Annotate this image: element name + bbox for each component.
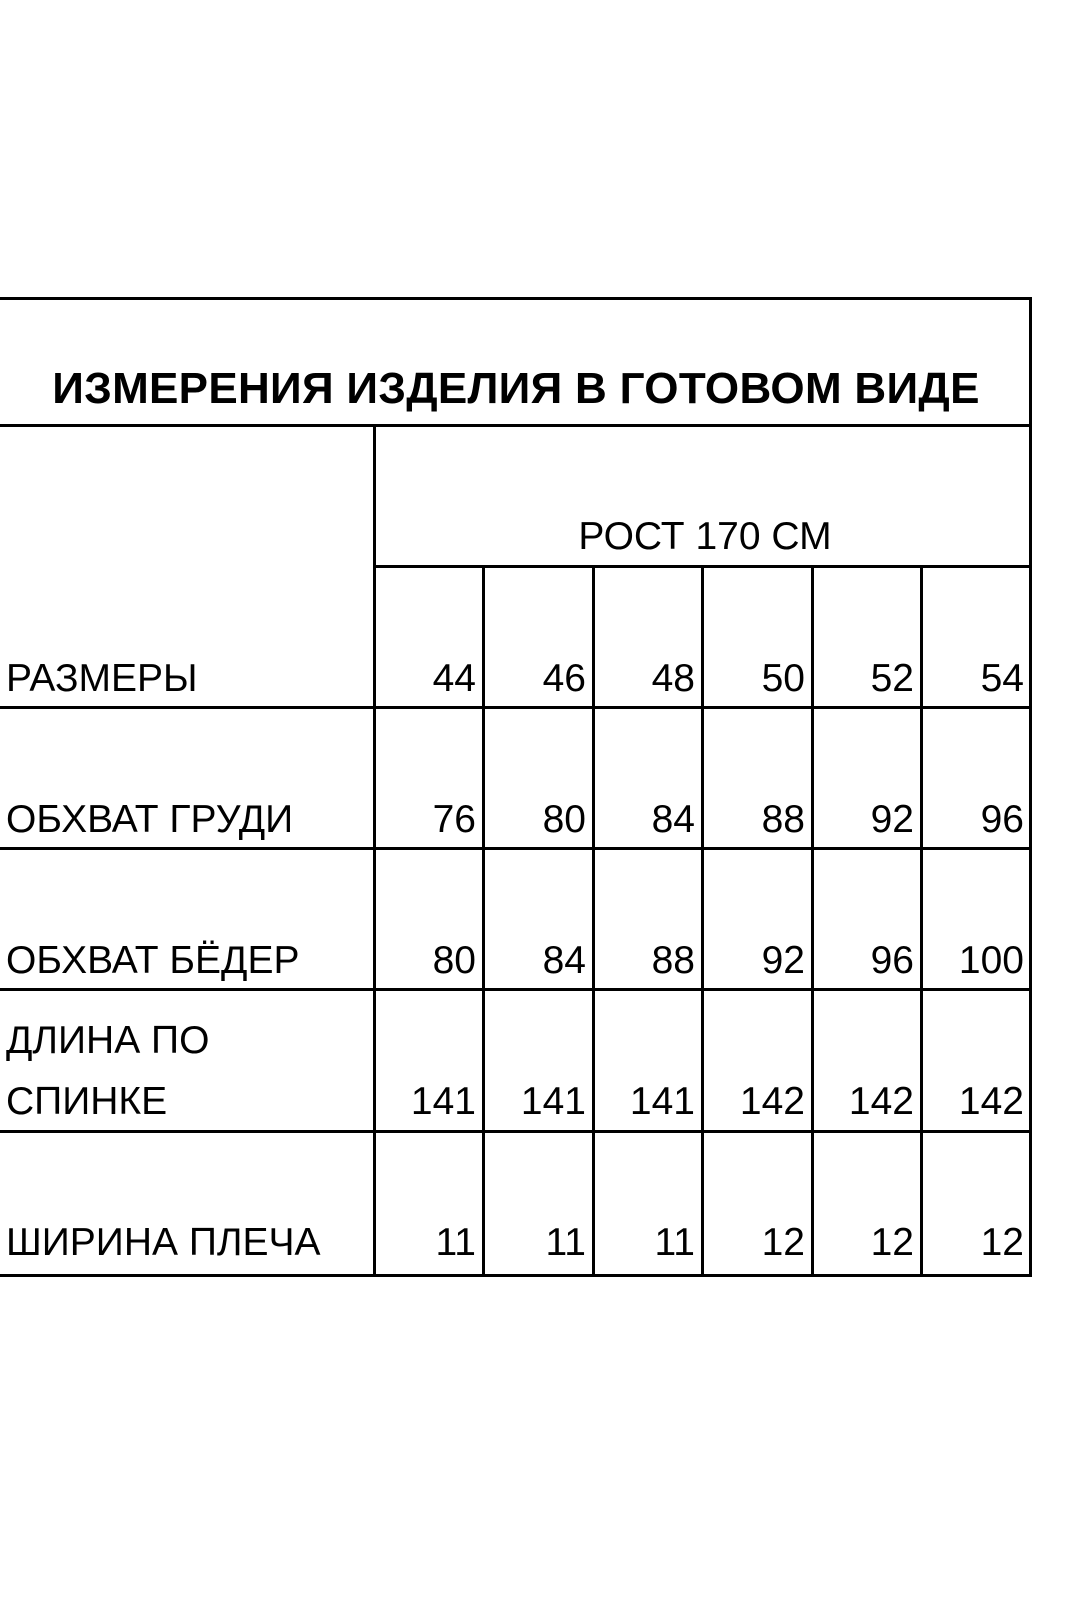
row-label-shoulder-width: ШИРИНА ПЛЕЧА — [6, 1221, 321, 1264]
table-cell: 142 — [848, 1080, 914, 1123]
table-cell: 88 — [761, 798, 805, 841]
table-cell: 92 — [870, 798, 914, 841]
table-cell: 141 — [410, 1080, 476, 1123]
row-label-chest: ОБХВАТ ГРУДИ — [6, 798, 294, 841]
table-cell: 48 — [651, 657, 695, 700]
measurement-table — [0, 297, 1032, 1277]
table-cell: 11 — [545, 1221, 586, 1264]
row-label-back-length-line-2: СПИНКЕ — [6, 1080, 168, 1123]
table-cell: 44 — [432, 657, 476, 700]
table-cell: 142 — [958, 1080, 1024, 1123]
table-cell: 96 — [980, 798, 1024, 841]
table-cell: 84 — [542, 939, 586, 982]
title-divider — [0, 424, 1032, 427]
table-cell: 141 — [629, 1080, 695, 1123]
table-cell: 141 — [520, 1080, 586, 1123]
table-cell: 84 — [651, 798, 695, 841]
table-cell: 52 — [870, 657, 914, 700]
table-cell: 80 — [542, 798, 586, 841]
column-divider — [701, 566, 704, 1277]
table-cell: 12 — [761, 1221, 805, 1264]
table-cell: 12 — [980, 1221, 1024, 1264]
row-label-sizes: РАЗМЕРЫ — [6, 657, 198, 700]
column-divider — [920, 566, 923, 1277]
table-cell: 46 — [542, 657, 586, 700]
table-cell: 11 — [435, 1221, 476, 1264]
label-column-divider — [373, 425, 376, 1277]
height-label: РОСТ 170 СМ — [578, 515, 832, 558]
table-cell: 80 — [432, 939, 476, 982]
table-cell: 11 — [654, 1221, 695, 1264]
row-label-hips: ОБХВАТ БЁДЕР — [6, 939, 300, 982]
table-cell: 96 — [870, 939, 914, 982]
row-label-back-length-line-1: ДЛИНА ПО — [6, 1019, 210, 1062]
table-cell: 142 — [739, 1080, 805, 1123]
column-divider — [482, 566, 485, 1277]
table-cell: 50 — [761, 657, 805, 700]
table-cell: 54 — [980, 657, 1024, 700]
table-cell: 100 — [958, 939, 1024, 982]
table-cell: 76 — [432, 798, 476, 841]
table-title: ИЗМЕРЕНИЯ ИЗДЕЛИЯ В ГОТОВОМ ВИДЕ — [52, 364, 980, 413]
table-cell: 92 — [761, 939, 805, 982]
table-cell: 88 — [651, 939, 695, 982]
table-cell: 12 — [870, 1221, 914, 1264]
